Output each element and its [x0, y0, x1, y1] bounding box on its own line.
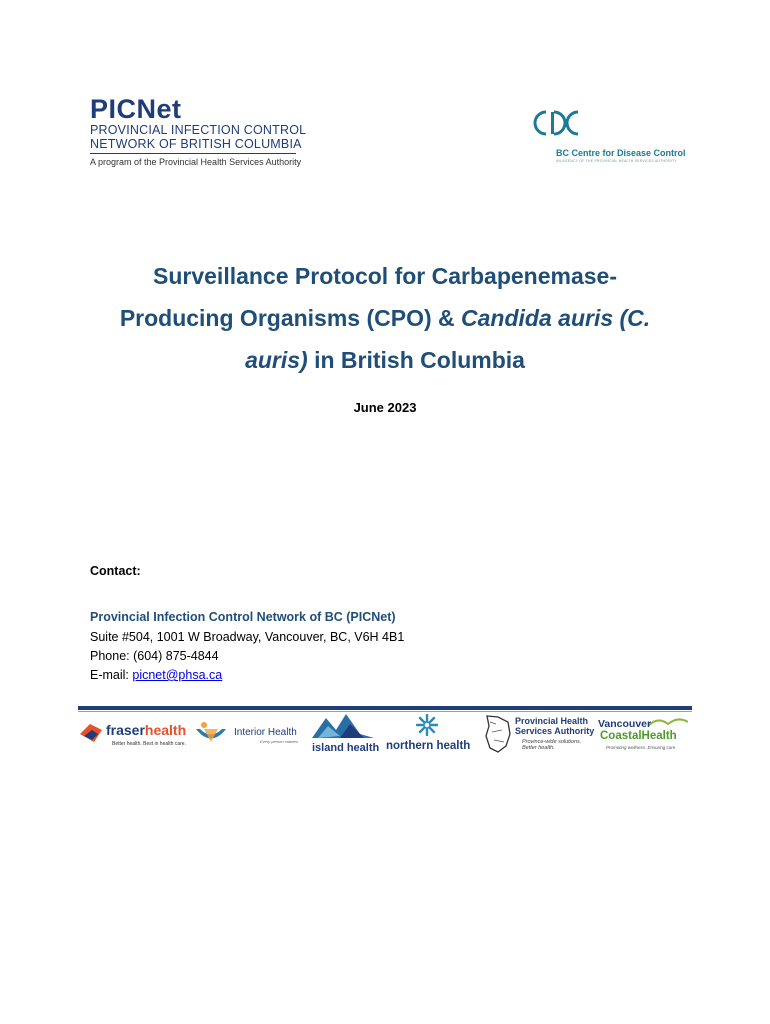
partner-divider-thin [78, 711, 692, 712]
title-italic1: Candida auris (C. [461, 305, 651, 331]
island-health-icon [310, 712, 376, 740]
island-name: island health [312, 742, 380, 754]
title-part2: Producing Organisms (CPO) & [119, 305, 462, 331]
title-part1: Surveillance Protocol for Carbapenemase- [153, 263, 617, 289]
vch-tagline: Promoting wellness. Ensuring care. [606, 745, 677, 750]
document-date: June 2023 [353, 400, 417, 415]
phsa-line1: Provincial Health [515, 716, 589, 726]
phsa-line2: Services Authority [515, 726, 595, 736]
contact-email-line [90, 668, 222, 682]
vch-line2: CoastalHealth [600, 730, 677, 742]
fraser-health-icon [78, 720, 104, 746]
interior-health-logo [194, 720, 306, 756]
picnet-logo [90, 95, 330, 168]
vch-line1: Vancouver [598, 718, 652, 730]
contact-org-name: Provincial Infection Control Network of BC (PICNet) [90, 610, 396, 624]
contact-label: Contact: [90, 564, 141, 578]
bccdc-logo [532, 108, 692, 163]
vch-wave-icon [648, 714, 688, 728]
title-part3: in British Columbia [307, 347, 525, 373]
picnet-logo-line2: NETWORK OF BRITISH COLUMBIA [90, 137, 302, 151]
interior-name: Interior Health [234, 727, 297, 738]
northern-health-icon [416, 714, 438, 736]
picnet-logo-line1: PROVINCIAL INFECTION CONTROL [90, 123, 307, 137]
contact-address: Suite #504, 1001 W Broadway, Vancouver, BC, V6H 4B1 [90, 630, 405, 644]
bccdc-name: BC Centre for Disease Control [556, 148, 686, 158]
interior-tagline: Every person matters [260, 739, 299, 744]
island-health-logo [310, 712, 380, 758]
partner-divider [78, 706, 692, 710]
contact-email-prefix: E-mail: [90, 668, 133, 682]
title-italic2: auris) [245, 347, 308, 373]
contact-phone: Phone: (604) 875-4844 [90, 649, 219, 663]
document-title [80, 255, 690, 381]
fraser-name-b: health [144, 722, 187, 738]
picnet-logo-rule [90, 153, 296, 154]
contact-email-link[interactable]: picnet@phsa.ca [132, 668, 223, 682]
interior-health-icon [194, 720, 228, 746]
picnet-logo-name: PICNet [90, 94, 182, 124]
fraser-health-logo [78, 718, 190, 758]
phsa-logo [484, 714, 596, 756]
vch-logo [598, 714, 692, 756]
phsa-tag1: Province-wide solutions. [522, 739, 582, 745]
northern-name: northern health [386, 740, 471, 752]
phsa-tag2: Better health. [522, 745, 555, 751]
fraser-tagline: Better health. Best in health care. [112, 741, 186, 747]
bccdc-subtitle: AN AGENCY OF THE PROVINCIAL HEALTH SERVICES AUTHORITY [556, 159, 677, 163]
fraser-name-a: fraser [106, 722, 145, 738]
bc-map-icon [484, 714, 512, 754]
bccdc-mark-icon [532, 108, 592, 138]
northern-health-logo [386, 714, 480, 758]
picnet-logo-subtitle: A program of the Provincial Health Services Authority [90, 157, 302, 167]
